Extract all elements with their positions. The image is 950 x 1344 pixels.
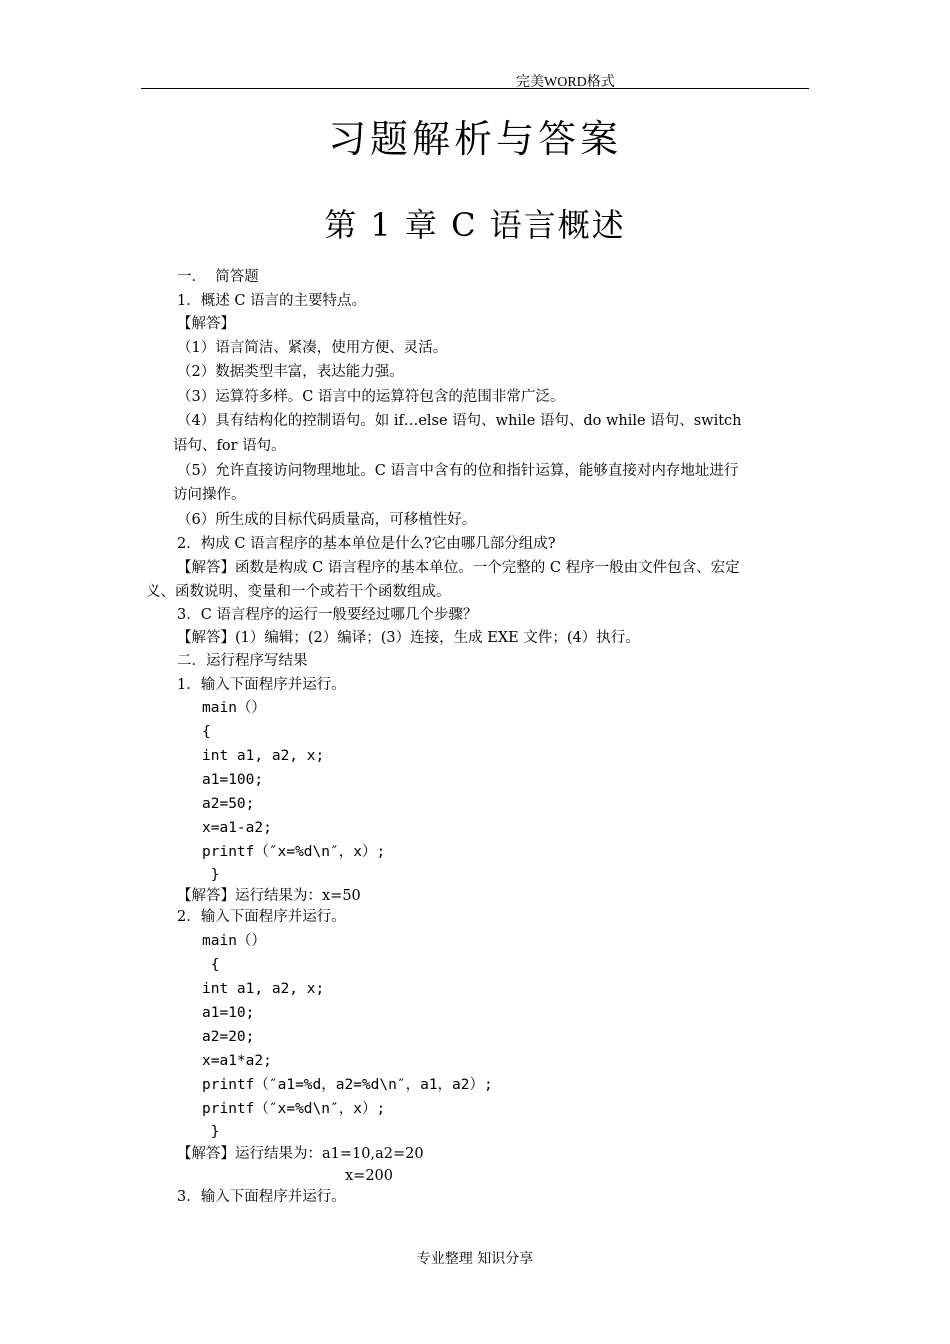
- section-heading: 一． 简答题: [177, 269, 259, 285]
- answer-text: （5）允许直接访问物理地址。C 语言中含有的位和指针运算，能够直接对内存地址进行: [177, 463, 739, 479]
- code-line: x=a1-a2;: [202, 820, 272, 836]
- page-header-text: 完美WORD格式: [516, 75, 615, 90]
- question-text: 3．C 语言程序的运行一般要经过哪几个步骤？: [177, 607, 478, 623]
- answer-text: 访问操作。: [173, 487, 246, 503]
- section-heading: 二．运行程序写结果: [177, 653, 308, 669]
- answer-text: 【解答】运行结果为：a1=10,a2=20: [177, 1146, 424, 1162]
- chapter-heading: 第 1 章 C 语言概述: [324, 206, 626, 244]
- header-rule: [141, 88, 809, 89]
- code-line: }: [202, 1124, 220, 1140]
- code-line: int a1, a2, x;: [202, 981, 325, 997]
- answer-text: （4）具有结构化的控制语句。如 if…else 语句、while 语句、do while 语句、switch: [177, 413, 742, 429]
- answer-text: （2）数据类型丰富，表达能力强。: [177, 364, 404, 380]
- code-line: a1=100;: [202, 772, 264, 788]
- answer-text: 【解答】函数是构成 C 语言程序的基本单位。一个完整的 C 程序一般由文件包含、宏定: [177, 560, 740, 576]
- answer-text: 义、函数说明、变量和一个或若干个函数组成。: [146, 584, 451, 600]
- answer-text: 【解答】(1）编辑；(2）编译；(3）连接，生成 EXE 文件；(4）执行。: [177, 630, 640, 646]
- code-line: {: [202, 724, 211, 740]
- code-line: a2=50;: [202, 796, 255, 812]
- code-line: }: [202, 867, 220, 883]
- code-line: a1=10;: [202, 1005, 255, 1021]
- answer-text: 语句、for 语句。: [173, 438, 286, 454]
- code-line: int a1, a2, x;: [202, 748, 325, 764]
- code-line: main（）: [202, 700, 266, 716]
- answer-label: 【解答】: [177, 316, 235, 332]
- code-line: printf（″x=%d\n″，x）;: [202, 1101, 386, 1117]
- question-text: 3．输入下面程序并运行。: [177, 1189, 346, 1205]
- code-line: {: [202, 957, 220, 973]
- document-title: 习题解析与答案: [327, 117, 622, 161]
- answer-text: （6）所生成的目标代码质量高，可移植性好。: [177, 512, 477, 528]
- code-line: main（）: [202, 933, 266, 949]
- question-text: 1．概述 C 语言的主要特点。: [177, 293, 367, 309]
- question-text: 2．构成 C 语言程序的基本单位是什么?它由哪几部分组成?: [177, 536, 556, 552]
- code-line: printf（″x=%d\n″，x）;: [202, 844, 386, 860]
- code-line: printf（″a1=%d，a2=%d\n″，a1，a2）;: [202, 1077, 493, 1093]
- answer-text: 【解答】运行结果为：x=50: [177, 888, 361, 904]
- page-footer-text: 专业整理 知识分享: [416, 1251, 534, 1267]
- answer-text: （1）语言简洁、紧凑，使用方便、灵活。: [177, 340, 448, 356]
- answer-text: （3）运算符多样。C 语言中的运算符包含的范围非常广泛。: [177, 389, 565, 405]
- question-text: 2．输入下面程序并运行。: [177, 909, 346, 925]
- code-line: a2=20;: [202, 1029, 255, 1045]
- question-text: 1．输入下面程序并运行。: [177, 677, 346, 693]
- code-line: x=a1*a2;: [202, 1053, 272, 1069]
- answer-text: x=200: [345, 1168, 394, 1184]
